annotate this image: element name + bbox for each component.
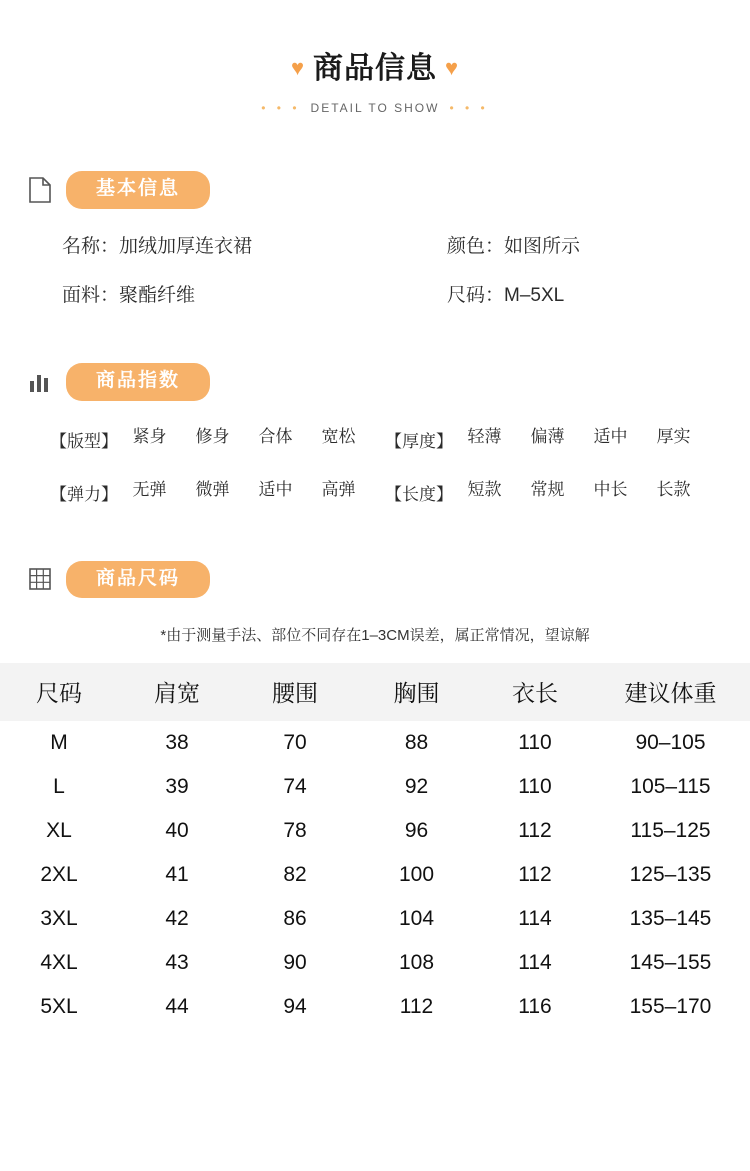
- index-option-label: 适中: [593, 426, 628, 446]
- product-index-block: [0, 427, 750, 505]
- cell-length: 110: [518, 775, 552, 799]
- column-header-length: 衣长: [479, 663, 591, 721]
- index-option: [583, 427, 638, 447]
- page-subtitle-text: DETAIL TO SHOW: [310, 101, 440, 115]
- table-header-row: [0, 663, 750, 721]
- basic-info-row: [62, 231, 720, 258]
- cell-shoulder: 41: [165, 863, 189, 887]
- cell-size: 4XL: [40, 951, 78, 975]
- index-option: [457, 427, 512, 447]
- index-group-label: 【版型】: [50, 431, 118, 451]
- index-option: [311, 427, 366, 447]
- column-header-size: 尺码: [0, 663, 118, 721]
- table-row: [0, 985, 750, 1029]
- cell-waist: 90: [283, 951, 307, 975]
- index-option: [583, 480, 638, 500]
- cell-waist: 78: [283, 819, 307, 843]
- column-header-weight: 建议体重: [591, 663, 750, 721]
- basic-info-size-range: 尺码：M–5XL: [447, 284, 565, 306]
- cell-bust: 88: [404, 731, 429, 755]
- table-row: [0, 721, 750, 765]
- cell-shoulder: 44: [165, 995, 189, 1019]
- table-row: [0, 941, 750, 985]
- size-chart-note: *由于测量手法、部位不同存在1–3CM误差，属正常情况，望谅解: [160, 627, 590, 645]
- cell-bust: 112: [399, 995, 434, 1019]
- cell-bust: 92: [404, 775, 429, 799]
- index-options: [457, 480, 701, 500]
- index-options: [122, 427, 366, 447]
- index-group-thickness: [385, 427, 720, 452]
- cell-length: 110: [518, 731, 552, 755]
- index-group-length: [385, 480, 720, 505]
- index-option: [520, 480, 575, 500]
- index-option: [520, 427, 575, 447]
- heart-left-icon: ♥: [290, 54, 305, 80]
- index-group-label: 【长度】: [385, 484, 453, 504]
- index-option-label: 修身: [195, 426, 230, 446]
- index-option-label: 长款: [656, 479, 691, 499]
- cell-size: XL: [46, 819, 72, 843]
- cell-weight: 115–125: [630, 819, 711, 843]
- grid-icon: [28, 566, 52, 592]
- section-header-product-index: [28, 363, 750, 401]
- cell-shoulder: 38: [165, 731, 189, 755]
- section-pill-product-index: 商品指数: [66, 363, 210, 401]
- cell-waist: 70: [283, 731, 307, 755]
- section-pill-size-chart: 商品尺码: [66, 561, 210, 599]
- cell-size: L: [53, 775, 65, 799]
- page-title: [283, 52, 467, 85]
- cell-bust: 100: [398, 863, 435, 887]
- index-option: [248, 427, 303, 447]
- index-option: [646, 427, 701, 447]
- dots-left-icon: • • •: [261, 101, 301, 115]
- index-option-label: 高弹: [321, 479, 356, 499]
- cell-shoulder: 39: [165, 775, 189, 799]
- cell-waist: 82: [283, 863, 307, 887]
- index-option: [248, 480, 303, 500]
- index-option: [122, 427, 177, 447]
- index-group-label: 【厚度】: [385, 431, 453, 451]
- table-row: [0, 765, 750, 809]
- cell-size: 5XL: [40, 995, 78, 1019]
- size-chart-table: [0, 663, 750, 1029]
- index-option-label: 无弹: [132, 479, 167, 499]
- section-header-basic-info: [28, 171, 750, 209]
- index-group-fit: [50, 427, 385, 452]
- index-option-label: 厚实: [656, 426, 691, 446]
- index-option-label: 轻薄: [467, 426, 502, 446]
- page-title-text: 商品信息: [313, 52, 437, 85]
- cell-bust: 96: [404, 819, 429, 843]
- document-icon: [28, 177, 52, 203]
- cell-length: 112: [518, 863, 552, 887]
- cell-size: M: [50, 731, 68, 755]
- cell-size: 3XL: [40, 907, 78, 931]
- cell-waist: 86: [283, 907, 307, 931]
- table-row: [0, 809, 750, 853]
- basic-info-block: [0, 231, 750, 307]
- table-row: [0, 897, 750, 941]
- cell-waist: 94: [283, 995, 307, 1019]
- cell-weight: 145–155: [629, 951, 712, 975]
- index-options: [122, 480, 366, 500]
- index-option-label: 偏薄: [530, 426, 565, 446]
- cell-weight: 135–145: [629, 907, 712, 931]
- basic-info-name: 名称：加绒加厚连衣裙: [62, 235, 253, 257]
- cell-weight: 90–105: [635, 731, 706, 755]
- cell-length: 114: [518, 951, 552, 975]
- basic-info-color: 颜色：如图所示: [447, 235, 581, 257]
- index-option: [185, 480, 240, 500]
- cell-weight: 155–170: [629, 995, 712, 1019]
- index-option-label: 短款: [467, 479, 502, 499]
- index-option: [122, 480, 177, 500]
- cell-weight: 125–135: [629, 863, 712, 887]
- cell-length: 114: [518, 907, 552, 931]
- cell-shoulder: 43: [165, 951, 189, 975]
- index-options: [457, 427, 701, 447]
- index-option-label: 常规: [530, 479, 565, 499]
- index-option: [457, 480, 512, 500]
- column-header-shoulder: 肩宽: [118, 663, 236, 721]
- column-header-waist: 腰围: [236, 663, 354, 721]
- basic-info-fabric: 面料：聚酯纤维: [62, 284, 196, 306]
- index-option: [311, 480, 366, 500]
- heart-right-icon: ♥: [445, 54, 460, 80]
- cell-length: 112: [518, 819, 552, 843]
- index-option: [646, 480, 701, 500]
- index-group-elasticity: [50, 480, 385, 505]
- index-option-label: 合体: [258, 426, 293, 446]
- cell-length: 116: [518, 995, 552, 1019]
- index-group-label: 【弹力】: [50, 484, 118, 504]
- dots-right-icon: • • •: [449, 101, 489, 115]
- index-option-label: 宽松: [321, 426, 356, 446]
- index-option-label: 中长: [593, 479, 628, 499]
- basic-info-row: [62, 280, 720, 307]
- cell-size: 2XL: [40, 863, 78, 887]
- page-header: [0, 0, 750, 115]
- index-option-label: 紧身: [132, 426, 167, 446]
- index-option-label: 微弹: [195, 479, 230, 499]
- cell-weight: 105–115: [630, 775, 711, 799]
- cell-shoulder: 42: [165, 907, 189, 931]
- page-subtitle: [0, 101, 750, 115]
- cell-bust: 104: [398, 907, 435, 931]
- index-option-label: 适中: [258, 479, 293, 499]
- table-row: [0, 853, 750, 897]
- section-header-size-chart: [28, 561, 750, 599]
- cell-bust: 108: [398, 951, 435, 975]
- column-header-bust: 胸围: [354, 663, 479, 721]
- cell-waist: 74: [283, 775, 307, 799]
- section-pill-basic-info: 基本信息: [66, 171, 210, 209]
- bar-chart-icon: [28, 369, 52, 395]
- index-option: [185, 427, 240, 447]
- cell-shoulder: 40: [165, 819, 189, 843]
